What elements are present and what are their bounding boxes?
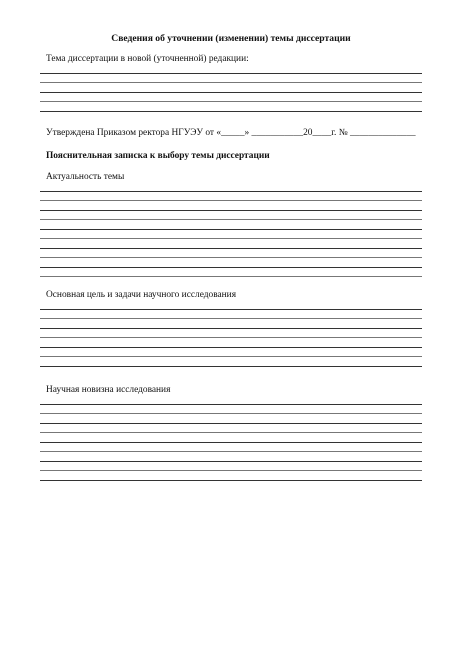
- blank-line: [40, 432, 422, 433]
- blank-line: [40, 92, 422, 93]
- blank-line: [40, 309, 422, 310]
- blank-line: [40, 366, 422, 367]
- topic-label: Тема диссертации в новой (уточненной) редакции:: [46, 54, 249, 64]
- blank-line: [40, 229, 422, 230]
- blank-line: [40, 210, 422, 211]
- blank-line: [40, 337, 422, 338]
- note-heading: Пояснительная записка к выбору темы диссертации: [46, 151, 270, 161]
- blank-line: [40, 404, 422, 405]
- blank-line: [40, 442, 422, 443]
- blank-line: [40, 267, 422, 268]
- blank-line: [40, 82, 422, 83]
- blank-line: [40, 73, 422, 74]
- blank-line: [40, 356, 422, 357]
- novelty-label: Научная новизна исследования: [46, 385, 171, 395]
- blank-line: [40, 248, 422, 249]
- blank-line: [40, 276, 422, 277]
- blank-line: [40, 423, 422, 424]
- blank-line: [40, 191, 422, 192]
- relevance-label: Актуальность темы: [46, 172, 125, 182]
- blank-line: [40, 111, 422, 112]
- blank-line: [40, 413, 422, 414]
- document-title: Сведения об уточнении (изменении) темы диссертации: [111, 33, 351, 44]
- blank-line: [40, 200, 422, 201]
- blank-line: [40, 328, 422, 329]
- blank-line: [40, 451, 422, 452]
- blank-line: [40, 238, 422, 239]
- blank-line: [40, 470, 422, 471]
- blank-line: [40, 101, 422, 102]
- approval-line: Утверждена Приказом ректора НГУЭУ от «_____» ___________20____г. № ______________: [46, 128, 416, 138]
- blank-line: [40, 347, 422, 348]
- blank-line: [40, 257, 422, 258]
- goal-label: Основная цель и задачи научного исследования: [46, 290, 237, 300]
- blank-line: [40, 461, 422, 462]
- blank-line: [40, 480, 422, 481]
- blank-line: [40, 318, 422, 319]
- blank-line: [40, 219, 422, 220]
